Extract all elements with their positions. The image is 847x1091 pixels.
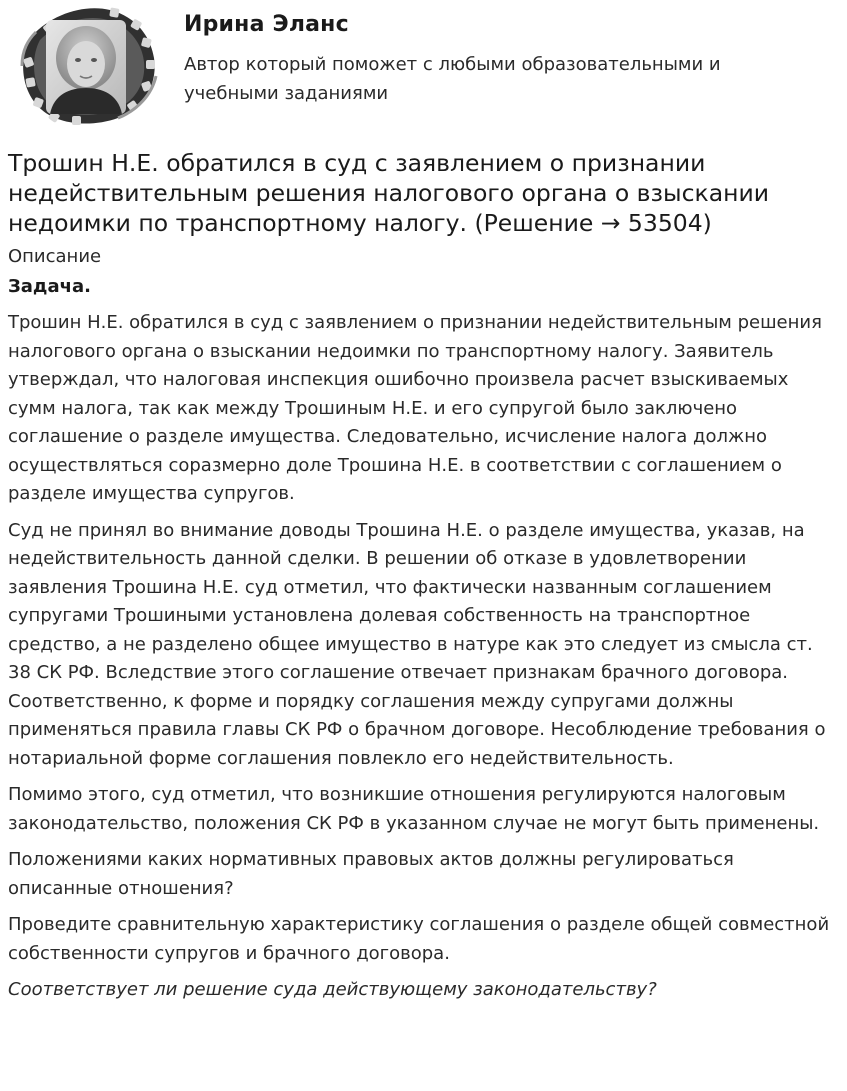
author-avatar[interactable] (14, 6, 160, 128)
task-label: Задача. (8, 276, 91, 297)
description-label: Описание (8, 246, 102, 267)
question-2: Проведите сравнительную характеристику соглашения о разделе общей совместной собственности супругов и брачного договора. (8, 914, 830, 964)
task-paragraph-1: Трошин Н.Е. обратился в суд с заявлением о признании недействительным решения налогового органа о взыскании недоимки по транспортному налогу. Заявитель утверждал, что налоговая инспекция ошибочно произвела расчет взыскиваемых сумм налога, так как между Трошиным Н.Е. и его супругой было заключено соглашение о разделе имущества. Следовательно, исчисление налога должно осуществляться соразмерно доле Трошина Н.Е. в соответствии с соглашением о разделе имущества супругов. (8, 312, 822, 504)
author-name[interactable]: Ирина Эланс (184, 12, 349, 37)
question-3: Соответствует ли решение суда действующему законодательству? (8, 979, 657, 1000)
task-paragraph-3: Помимо этого, суд отметил, что возникшие отношения регулируются налоговым законодательство, положения СК РФ в указанном случае не могут быть применены. (8, 784, 820, 834)
question-1: Положениями каких нормативных правовых актов должны регулироваться описанные отношения? (8, 849, 734, 899)
page-title: Трошин Н.Е. обратился в суд с заявлением о признании недействительным решения налогового органа о взыскании недоимки по транспортному налогу. (Решение → 53504) (8, 149, 770, 237)
task-paragraph-2: Суд не принял во внимание доводы Трошина Н.Е. о разделе имущества, указав, на недействительность данной сделки. В решении об отказе в удовлетворении заявления Трошина Н.Е. суд отметил, что фактически названным соглашением супругами Трошиными установлена долевая собственность на транспортное средство, а не разделено общее имущество в натуре как это следует из смысла ст. 38 СК РФ. Вследствие этого соглашение отвечает признакам брачного договора. Соответственно, к форме и порядку соглашения между супругами должны применяться правила главы СК РФ о брачном договоре. Несоблюдение требования о нотариальной форме соглашения повлекло его недействительность. (8, 519, 826, 769)
author-block (8, 0, 839, 136)
author-description: Автор который поможет с любыми образовательными и учебными заданиями (184, 54, 721, 104)
